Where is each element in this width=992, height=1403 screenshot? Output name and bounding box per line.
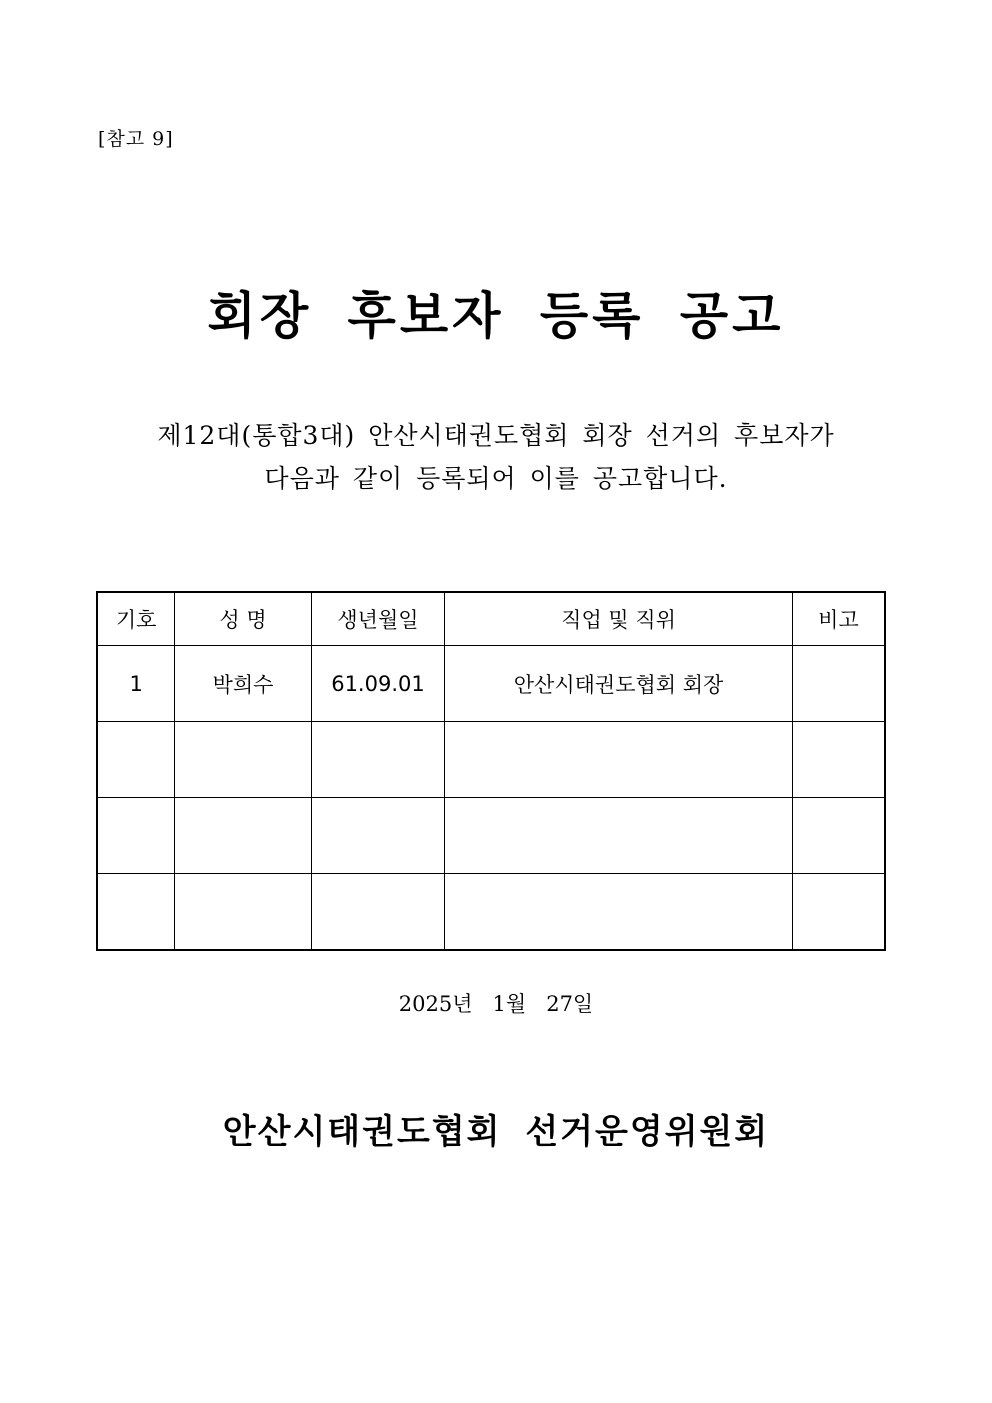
- table-row: [97, 798, 885, 874]
- header-number: 기호: [97, 592, 175, 646]
- intro-paragraph: [0, 414, 992, 500]
- committee-name: 안산시태권도협회 선거운영위원회: [222, 1112, 770, 1152]
- cell-remarks: [792, 874, 885, 951]
- cell-birthdate: [311, 722, 444, 798]
- cell-number: [97, 874, 175, 951]
- table-row: [97, 646, 885, 722]
- cell-number: [97, 722, 175, 798]
- cell-number: 1: [97, 646, 175, 722]
- cell-occupation: [445, 798, 793, 874]
- cell-birthdate: [311, 874, 444, 951]
- cell-remarks: [792, 722, 885, 798]
- cell-birthdate: 61.09.01: [311, 646, 444, 722]
- cell-occupation: [445, 722, 793, 798]
- cell-remarks: [792, 646, 885, 722]
- table-row: [97, 874, 885, 951]
- intro-line-1: 제12대(통합3대) 안산시태권도협회 회장 선거의 후보자가: [157, 421, 835, 450]
- header-birthdate: 생년월일: [311, 592, 444, 646]
- cell-number: [97, 798, 175, 874]
- intro-line-2: 다음과 같이 등록되어 이를 공고합니다.: [264, 464, 728, 493]
- reference-label: [참고 9]: [98, 128, 174, 150]
- cell-name: [175, 722, 311, 798]
- cell-remarks: [792, 798, 885, 874]
- cell-name: [175, 874, 311, 951]
- header-occupation: 직업 및 직위: [445, 592, 793, 646]
- cell-occupation: 안산시태권도협회 회장: [445, 646, 793, 722]
- table-header-row: [97, 592, 885, 646]
- announcement-date: 2025년 1월 27일: [398, 992, 594, 1016]
- cell-occupation: [445, 874, 793, 951]
- cell-birthdate: [311, 798, 444, 874]
- cell-name: [175, 798, 311, 874]
- candidate-table: [96, 591, 886, 951]
- header-name: 성 명: [175, 592, 311, 646]
- cell-name: 박희수: [175, 646, 311, 722]
- page-title: 회장 후보자 등록 공고: [207, 286, 785, 345]
- header-remarks: 비고: [792, 592, 885, 646]
- table-row: [97, 722, 885, 798]
